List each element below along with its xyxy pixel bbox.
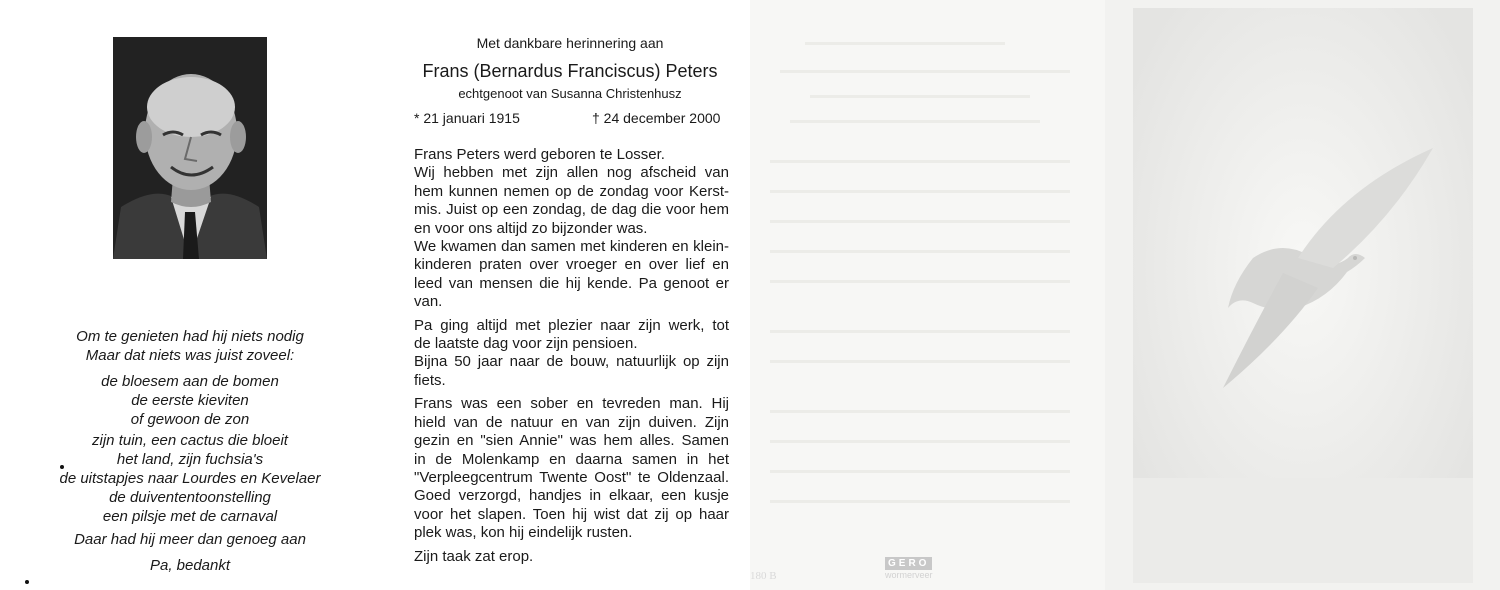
- card-text-panel: [380, 0, 750, 590]
- show-through-line: [805, 42, 1005, 45]
- poem-intro: [20, 327, 360, 365]
- header-intro: Met dankbare herinnering aan: [476, 35, 664, 51]
- text-line: Bijna 50 jaar naar de bouw, natuurlijk op zijn: [414, 353, 729, 371]
- poem-nature-list: [20, 372, 360, 429]
- text-line: van.: [414, 293, 443, 311]
- dove-image-icon: [1133, 8, 1473, 583]
- card-back-faded: [750, 0, 1105, 590]
- poem-line: een pilsje met de carnaval: [102, 508, 278, 525]
- poem-line: de bloesem aan de bomen: [101, 373, 279, 390]
- show-through-line: [770, 190, 1070, 193]
- speck-mark: [25, 580, 29, 584]
- paragraph: [414, 317, 729, 391]
- poem-line: de eerste kieviten: [131, 392, 249, 409]
- birth-date: * 21 januari 1915: [414, 110, 520, 126]
- poem-line: Pa, bedankt: [149, 557, 231, 574]
- text-line: Zijn taak zat erop.: [414, 547, 534, 565]
- death-date: † 24 december 2000: [592, 110, 721, 126]
- text-line: voor het slapen. Toen hij wist dat zij op haar: [414, 505, 729, 523]
- printer-stamp: [885, 557, 933, 580]
- portrait-photo-icon: [113, 37, 267, 259]
- text-line: in de Molenkamp en daarna samen in het: [414, 450, 729, 468]
- poem-thanks: [20, 556, 360, 575]
- text-line: Wij hebben met zijn allen nog afscheid van: [414, 164, 729, 182]
- poem-line: het land, zijn fuchsia's: [116, 451, 264, 468]
- poem-line: de uitstapjes naar Lourdes en Kevelaer: [59, 470, 321, 487]
- spouse-line: echtgenoot van Susanna Christenhusz: [458, 86, 682, 101]
- card-left-panel: [0, 0, 380, 590]
- show-through-line: [770, 440, 1070, 443]
- poem-hobbies-list: [20, 431, 360, 526]
- text-line: "Verpleegcentrum Twente Oost" te Oldenzaal.: [414, 468, 729, 486]
- text-line: We kwamen dan samen met kinderen en klein-: [414, 238, 729, 256]
- show-through-line: [770, 360, 1070, 363]
- paragraph: [414, 395, 729, 542]
- deceased-name: Frans (Bernardus Franciscus) Peters: [422, 61, 718, 81]
- poem-line: Maar dat niets was juist zoveel:: [85, 347, 295, 364]
- show-through-line: [770, 220, 1070, 223]
- text-line: Frans was een sober en tevreden man. Hij: [414, 395, 729, 413]
- show-through-line: [790, 120, 1040, 123]
- text-line: plek was, kon hij eindelijk rusten.: [414, 524, 633, 542]
- biography-text: [414, 146, 729, 571]
- text-line: Goed verzorgd, handjes in elkaar, een kusje: [414, 487, 729, 505]
- text-line: gezin en "sien Annie" was hem alles. Samen: [414, 432, 729, 450]
- card-image-panel: [1105, 0, 1500, 590]
- text-line: hield van de natuur en van zijn duiven. Zijn: [414, 413, 729, 431]
- show-through-line: [770, 280, 1070, 283]
- text-line: Pa ging altijd met plezier naar zijn werk, tot: [414, 316, 729, 334]
- poem-line: Om te genieten had hij niets nodig: [76, 328, 304, 345]
- poem-line: de duivententoonstelling: [109, 489, 271, 506]
- speck-mark: [60, 465, 64, 469]
- show-through-line: [810, 95, 1030, 98]
- text-line: mis. Juist op een zondag, de dag die voor hem: [414, 201, 729, 219]
- show-through-line: [780, 70, 1070, 73]
- paragraph: [414, 548, 729, 566]
- poem-outro: [20, 530, 360, 549]
- text-line: Frans Peters werd geboren te Losser.: [414, 146, 665, 163]
- show-through-line: [770, 410, 1070, 413]
- show-through-line: [770, 250, 1070, 253]
- show-through-line: [770, 500, 1070, 503]
- text-line: fiets.: [414, 371, 446, 389]
- poem-line: of gewoon de zon: [130, 411, 250, 428]
- text-line: en voor ons altijd zo bijzonder was.: [414, 219, 648, 237]
- printer-logo: GERO: [885, 557, 932, 570]
- show-through-line: [770, 330, 1070, 333]
- poem-line: Daar had hij meer dan genoeg aan: [74, 531, 306, 548]
- poem-line: zijn tuin, een cactus die bloeit: [92, 432, 288, 449]
- text-line: leed van mensen die hij kende. Pa genoot er: [414, 274, 729, 292]
- printer-place: wormerveer: [885, 570, 933, 580]
- text-line: de laatste dag voor zijn pensioen.: [414, 335, 638, 353]
- show-through-line: [770, 160, 1070, 163]
- text-line: hem kunnen nemen op de zondag voor Kerst-: [414, 182, 729, 200]
- card-code: 180 B: [750, 570, 777, 582]
- show-through-line: [770, 470, 1070, 473]
- paragraph: [414, 146, 729, 312]
- text-line: kinderen praten over vroeger en over lief en: [414, 256, 729, 274]
